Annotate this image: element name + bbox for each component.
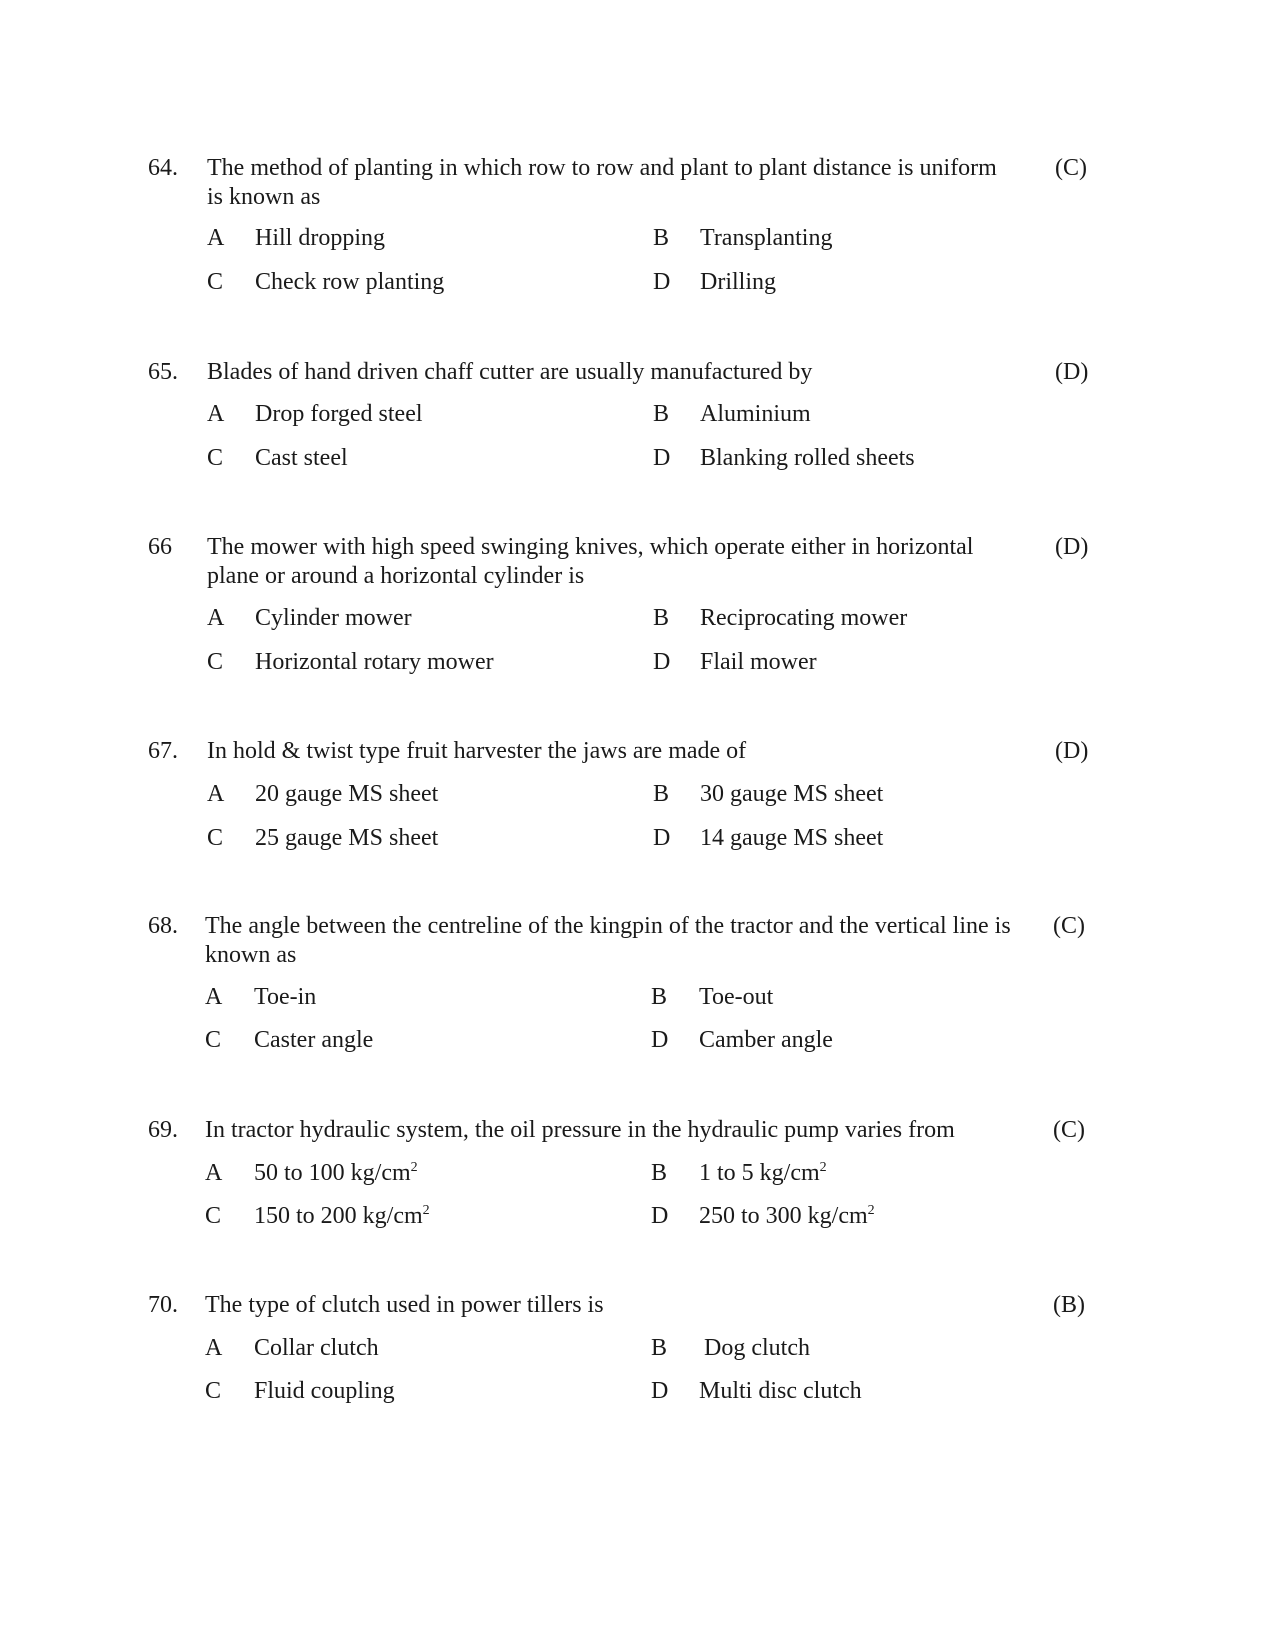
- option-text-a: Toe-in: [254, 984, 317, 1010]
- option-letter-c: C: [207, 649, 224, 675]
- option-text-d: Flail mower: [700, 649, 817, 675]
- question-text: Blades of hand driven chaff cutter are usually manufactured by: [207, 359, 813, 385]
- option-value: 150 to 200 kg/cm: [254, 1203, 423, 1229]
- option-letter-b: B: [651, 1335, 668, 1361]
- option-letter-d: D: [653, 649, 671, 675]
- option-text-c: Caster angle: [254, 1027, 374, 1053]
- option-text-b: Reciprocating mower: [700, 605, 908, 631]
- option-letter-d: D: [653, 445, 671, 471]
- question-number: 64.: [148, 155, 178, 181]
- option-letter-a: A: [207, 225, 225, 251]
- answer-key: (C): [1053, 913, 1085, 939]
- option-text-b: Transplanting: [700, 225, 833, 251]
- option-letter-b: B: [653, 225, 670, 251]
- question-text: In tractor hydraulic system, the oil pressure in the hydraulic pump varies from: [205, 1117, 955, 1143]
- option-text-c: Cast steel: [255, 445, 348, 471]
- question-number: 67.: [148, 738, 178, 764]
- option-text-a: 20 gauge MS sheet: [255, 781, 439, 807]
- question-number: 70.: [148, 1292, 178, 1318]
- option-letter-b: B: [651, 1160, 668, 1186]
- option-value: 50 to 100 kg/cm: [254, 1160, 411, 1186]
- option-text-b: 30 gauge MS sheet: [700, 781, 884, 807]
- option-text-d: 14 gauge MS sheet: [700, 825, 884, 851]
- option-text-c: Check row planting: [255, 269, 445, 295]
- answer-key: (C): [1053, 1117, 1085, 1143]
- question-text: The angle between the centreline of the kingpin of the tractor and the vertical line is known as: [205, 913, 1011, 968]
- option-text-b: [699, 1159, 827, 1188]
- option-letter-a: A: [205, 984, 223, 1010]
- option-letter-d: D: [651, 1027, 669, 1053]
- option-letter-c: C: [205, 1378, 222, 1404]
- option-text-a: Cylinder mower: [255, 605, 412, 631]
- answer-key: (D): [1055, 534, 1089, 560]
- question-number: 68.: [148, 913, 178, 939]
- superscript: 2: [819, 1160, 827, 1175]
- option-value: 250 to 300 kg/cm: [699, 1203, 868, 1229]
- option-text-b: Dog clutch: [704, 1335, 810, 1361]
- option-letter-d: D: [653, 825, 671, 851]
- option-letter-c: C: [207, 269, 224, 295]
- option-text-a: [254, 1159, 418, 1188]
- question-text: The method of planting in which row to row and plant to plant distance is uniform is known as: [207, 155, 997, 210]
- option-text-d: [699, 1202, 875, 1231]
- option-letter-a: A: [205, 1335, 223, 1361]
- option-text-a: Hill dropping: [255, 225, 385, 251]
- option-text-c: 25 gauge MS sheet: [255, 825, 439, 851]
- option-letter-a: A: [207, 781, 225, 807]
- option-text-a: Collar clutch: [254, 1335, 379, 1361]
- option-letter-c: C: [205, 1203, 222, 1229]
- option-text-a: Drop forged steel: [255, 401, 423, 427]
- superscript: 2: [410, 1160, 418, 1175]
- option-letter-b: B: [653, 401, 670, 427]
- option-letter-a: A: [207, 401, 225, 427]
- option-letter-d: D: [651, 1378, 669, 1404]
- answer-key: (B): [1053, 1292, 1085, 1318]
- question-text: In hold & twist type fruit harvester the jaws are made of: [207, 738, 747, 764]
- option-text-d: Drilling: [700, 269, 776, 295]
- question-text: The mower with high speed swinging knives, which operate either in horizontal plane or around a horizontal cylinder is: [207, 534, 974, 589]
- option-text-c: Fluid coupling: [254, 1378, 395, 1404]
- option-text-d: Blanking rolled sheets: [700, 445, 915, 471]
- answer-key: (D): [1055, 738, 1089, 764]
- option-letter-c: C: [207, 825, 224, 851]
- option-letter-a: A: [207, 605, 225, 631]
- option-text-c: [254, 1202, 430, 1231]
- option-letter-c: C: [205, 1027, 222, 1053]
- option-letter-b: B: [651, 984, 668, 1010]
- option-letter-d: D: [653, 269, 671, 295]
- option-text-b: Toe-out: [699, 984, 774, 1010]
- answer-key: (D): [1055, 359, 1089, 385]
- option-text-d: Multi disc clutch: [699, 1378, 862, 1404]
- question-number: 69.: [148, 1117, 178, 1143]
- superscript: 2: [867, 1203, 875, 1218]
- option-text-b: Aluminium: [700, 401, 811, 427]
- option-text-d: Camber angle: [699, 1027, 833, 1053]
- question-number: 65.: [148, 359, 178, 385]
- option-letter-a: A: [205, 1160, 223, 1186]
- option-text-c: Horizontal rotary mower: [255, 649, 494, 675]
- question-number: 66: [148, 534, 172, 560]
- option-letter-c: C: [207, 445, 224, 471]
- option-letter-b: B: [653, 781, 670, 807]
- option-value: 1 to 5 kg/cm: [699, 1160, 820, 1186]
- superscript: 2: [422, 1203, 430, 1218]
- answer-key: (C): [1055, 155, 1087, 181]
- option-letter-d: D: [651, 1203, 669, 1229]
- question-text: The type of clutch used in power tillers is: [205, 1292, 604, 1318]
- option-letter-b: B: [653, 605, 670, 631]
